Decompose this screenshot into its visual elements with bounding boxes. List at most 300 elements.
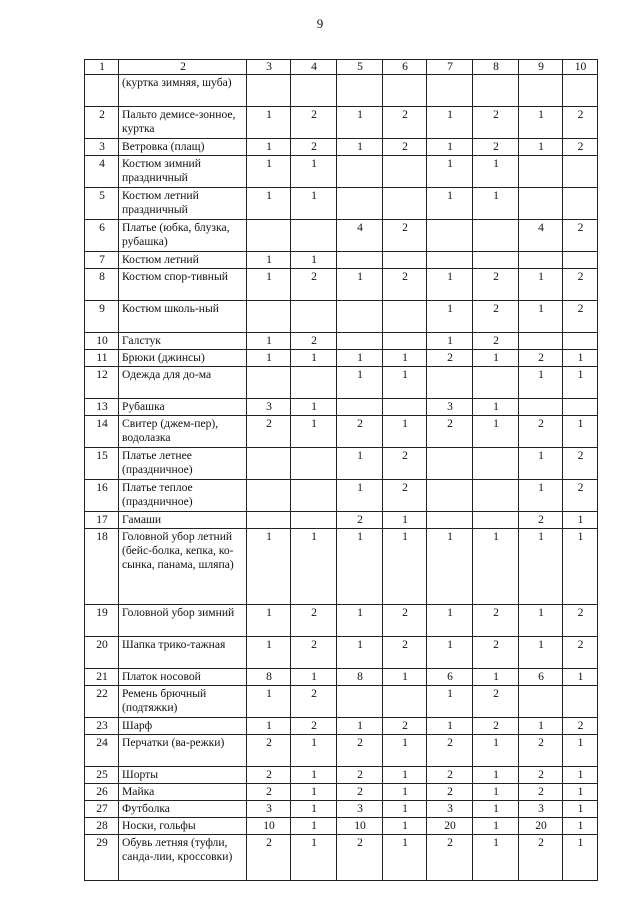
quantity-cell: 2 [473, 637, 519, 669]
quantity-cell: 1 [473, 416, 519, 448]
column-number: 4 [291, 60, 337, 75]
row-number-cell: 17 [85, 512, 119, 529]
table-row [85, 735, 598, 767]
quantity-cell: 1 [291, 188, 337, 220]
table-row [85, 301, 598, 333]
quantity-cell [427, 448, 473, 480]
quantity-cell: 1 [473, 767, 519, 784]
quantity-cell [291, 480, 337, 512]
quantity-cell: 2 [337, 784, 383, 801]
table-row [85, 75, 598, 107]
quantity-cell: 10 [247, 818, 291, 835]
quantity-cell: 1 [427, 139, 473, 156]
item-name-cell: Платок носовой [119, 669, 247, 686]
table-row [85, 818, 598, 835]
item-name-cell: (куртка зимняя, шуба) [119, 75, 247, 107]
table-row [85, 637, 598, 669]
quantity-cell: 3 [247, 801, 291, 818]
quantity-cell: 1 [383, 784, 427, 801]
quantity-cell [427, 367, 473, 399]
item-name-cell: Платье летнее (праздничное) [119, 448, 247, 480]
quantity-cell [427, 75, 473, 107]
item-name-cell: Костюм летний праздничный [119, 188, 247, 220]
quantity-cell [383, 399, 427, 416]
table-row [85, 350, 598, 367]
quantity-cell: 2 [519, 416, 563, 448]
table-row [85, 107, 598, 139]
quantity-cell: 1 [563, 735, 598, 767]
row-number-cell: 20 [85, 637, 119, 669]
quantity-cell: 2 [383, 480, 427, 512]
table-row [85, 269, 598, 301]
table-row [85, 669, 598, 686]
quantity-cell: 1 [563, 529, 598, 605]
quantity-cell: 1 [519, 448, 563, 480]
row-number-cell: 11 [85, 350, 119, 367]
quantity-cell [563, 75, 598, 107]
quantity-cell [247, 480, 291, 512]
quantity-cell [337, 75, 383, 107]
quantity-cell [563, 188, 598, 220]
table-row [85, 333, 598, 350]
quantity-cell: 1 [337, 605, 383, 637]
quantity-cell: 1 [383, 818, 427, 835]
item-name-cell: Платье теплое (праздничное) [119, 480, 247, 512]
quantity-cell [337, 686, 383, 718]
quantity-cell [247, 367, 291, 399]
table-row [85, 718, 598, 735]
quantity-cell: 1 [519, 718, 563, 735]
quantity-cell: 2 [519, 835, 563, 881]
quantity-cell: 1 [519, 480, 563, 512]
quantity-cell: 1 [427, 529, 473, 605]
quantity-cell: 2 [519, 784, 563, 801]
quantity-cell: 1 [563, 416, 598, 448]
quantity-cell: 1 [473, 156, 519, 188]
quantity-cell: 2 [519, 512, 563, 529]
row-number-cell: 22 [85, 686, 119, 718]
quantity-cell: 2 [291, 686, 337, 718]
quantity-cell: 1 [247, 637, 291, 669]
quantity-cell [337, 188, 383, 220]
quantity-cell: 1 [247, 333, 291, 350]
quantity-cell: 1 [383, 367, 427, 399]
quantity-cell: 2 [563, 448, 598, 480]
quantity-cell: 2 [337, 735, 383, 767]
quantity-cell: 1 [383, 416, 427, 448]
table-row [85, 252, 598, 269]
quantity-cell: 2 [291, 107, 337, 139]
quantity-cell: 1 [519, 605, 563, 637]
item-name-cell: Шорты [119, 767, 247, 784]
table-row [85, 686, 598, 718]
quantity-cell: 2 [337, 416, 383, 448]
item-name-cell: Майка [119, 784, 247, 801]
quantity-cell: 4 [337, 220, 383, 252]
quantity-cell: 1 [383, 801, 427, 818]
quantity-cell: 1 [563, 367, 598, 399]
quantity-cell: 1 [291, 252, 337, 269]
quantity-cell: 1 [291, 767, 337, 784]
quantity-cell: 1 [473, 835, 519, 881]
quantity-cell: 1 [427, 637, 473, 669]
quantity-cell: 1 [473, 399, 519, 416]
quantity-cell: 1 [563, 512, 598, 529]
row-number-cell: 5 [85, 188, 119, 220]
quantity-cell [519, 156, 563, 188]
quantity-cell: 1 [473, 784, 519, 801]
table-row [85, 529, 598, 605]
quantity-cell: 2 [291, 333, 337, 350]
row-number-cell: 6 [85, 220, 119, 252]
item-name-cell: Костюм зимний праздничный [119, 156, 247, 188]
quantity-cell: 1 [563, 767, 598, 784]
table-row [85, 480, 598, 512]
quantity-cell: 20 [519, 818, 563, 835]
item-name-cell: Носки, гольфы [119, 818, 247, 835]
column-number: 2 [119, 60, 247, 75]
quantity-cell: 1 [563, 835, 598, 881]
quantity-cell: 3 [519, 801, 563, 818]
quantity-cell [291, 301, 337, 333]
quantity-cell: 1 [563, 784, 598, 801]
quantity-cell: 1 [519, 139, 563, 156]
quantity-cell [563, 333, 598, 350]
table-row [85, 399, 598, 416]
quantity-cell [383, 301, 427, 333]
quantity-cell: 2 [427, 735, 473, 767]
quantity-cell: 2 [519, 350, 563, 367]
quantity-cell: 2 [473, 107, 519, 139]
quantity-cell [563, 156, 598, 188]
quantity-cell [383, 333, 427, 350]
quantity-cell: 6 [427, 669, 473, 686]
quantity-cell: 1 [519, 301, 563, 333]
quantity-cell: 1 [383, 767, 427, 784]
quantity-cell: 1 [291, 835, 337, 881]
quantity-cell: 2 [563, 301, 598, 333]
item-name-cell: Шарф [119, 718, 247, 735]
quantity-cell: 1 [519, 367, 563, 399]
quantity-cell: 2 [383, 220, 427, 252]
quantity-cell [427, 220, 473, 252]
quantity-cell: 2 [563, 480, 598, 512]
quantity-cell: 2 [383, 139, 427, 156]
quantity-cell [291, 367, 337, 399]
quantity-cell [563, 686, 598, 718]
quantity-cell: 1 [383, 835, 427, 881]
row-number-cell: 16 [85, 480, 119, 512]
row-number-cell: 19 [85, 605, 119, 637]
quantity-cell: 2 [563, 718, 598, 735]
page-number: 9 [316, 16, 324, 31]
row-number-cell: 28 [85, 818, 119, 835]
quantity-cell: 1 [383, 529, 427, 605]
column-number: 9 [519, 60, 563, 75]
quantity-cell: 8 [247, 669, 291, 686]
quantity-cell: 3 [427, 801, 473, 818]
quantity-cell: 3 [247, 399, 291, 416]
quantity-cell [247, 220, 291, 252]
item-name-cell: Гамаши [119, 512, 247, 529]
quantity-cell [427, 480, 473, 512]
quantity-cell [291, 448, 337, 480]
quantity-cell: 1 [563, 669, 598, 686]
quantity-cell: 2 [563, 107, 598, 139]
row-number-cell: 21 [85, 669, 119, 686]
quantity-cell: 2 [291, 718, 337, 735]
item-name-cell: Галстук [119, 333, 247, 350]
quantity-cell [519, 686, 563, 718]
quantity-cell: 1 [291, 156, 337, 188]
row-number-cell: 10 [85, 333, 119, 350]
quantity-cell: 1 [473, 188, 519, 220]
quantity-cell: 1 [519, 637, 563, 669]
quantity-cell: 1 [519, 269, 563, 301]
quantity-cell [247, 75, 291, 107]
item-name-cell: Пальто демисе-зонное, куртка [119, 107, 247, 139]
row-number-cell: 3 [85, 139, 119, 156]
quantity-cell: 1 [473, 818, 519, 835]
quantity-cell: 2 [519, 735, 563, 767]
quantity-cell: 1 [337, 350, 383, 367]
row-number-cell: 15 [85, 448, 119, 480]
quantity-cell: 2 [473, 139, 519, 156]
quantity-cell: 4 [519, 220, 563, 252]
quantity-cell: 2 [337, 512, 383, 529]
quantity-cell: 1 [291, 399, 337, 416]
quantity-cell: 1 [427, 107, 473, 139]
item-name-cell: Брюки (джинсы) [119, 350, 247, 367]
quantity-cell: 1 [291, 801, 337, 818]
quantity-cell: 2 [473, 301, 519, 333]
item-name-cell: Ремень брючный (подтяжки) [119, 686, 247, 718]
quantity-cell [337, 301, 383, 333]
quantity-cell: 1 [427, 188, 473, 220]
quantity-cell: 2 [383, 718, 427, 735]
quantity-cell: 2 [291, 269, 337, 301]
row-number-cell: 27 [85, 801, 119, 818]
table-row [85, 835, 598, 881]
item-name-cell: Свитер (джем-пер), водолазка [119, 416, 247, 448]
row-number-cell: 24 [85, 735, 119, 767]
quantity-cell: 2 [291, 637, 337, 669]
table-row [85, 512, 598, 529]
quantity-cell [473, 512, 519, 529]
quantity-cell: 1 [337, 480, 383, 512]
quantity-cell: 1 [247, 529, 291, 605]
table-row [85, 784, 598, 801]
row-number-cell: 29 [85, 835, 119, 881]
quantity-cell: 3 [337, 801, 383, 818]
quantity-cell: 2 [337, 835, 383, 881]
table-row [85, 156, 598, 188]
quantity-cell: 2 [563, 139, 598, 156]
quantity-cell [473, 75, 519, 107]
quantity-cell: 1 [427, 269, 473, 301]
table-row [85, 188, 598, 220]
quantity-cell [383, 75, 427, 107]
row-number-cell: 12 [85, 367, 119, 399]
quantity-cell [383, 156, 427, 188]
quantity-cell: 2 [563, 269, 598, 301]
quantity-cell: 2 [247, 735, 291, 767]
quantity-cell: 1 [337, 637, 383, 669]
item-name-cell: Костюм спор-тивный [119, 269, 247, 301]
quantity-cell: 2 [473, 718, 519, 735]
quantity-cell [291, 512, 337, 529]
quantity-cell: 1 [383, 669, 427, 686]
quantity-cell: 1 [247, 605, 291, 637]
quantity-cell: 3 [427, 399, 473, 416]
quantity-cell: 1 [247, 139, 291, 156]
quantity-cell: 1 [519, 107, 563, 139]
quantity-cell: 10 [337, 818, 383, 835]
quantity-cell: 2 [427, 784, 473, 801]
quantity-cell: 2 [427, 767, 473, 784]
quantity-cell: 1 [383, 512, 427, 529]
quantity-cell: 1 [337, 367, 383, 399]
quantity-cell: 1 [291, 818, 337, 835]
row-number-cell: 26 [85, 784, 119, 801]
quantity-cell: 1 [563, 818, 598, 835]
quantity-cell [383, 188, 427, 220]
quantity-cell: 1 [427, 333, 473, 350]
row-number-cell: 4 [85, 156, 119, 188]
quantity-cell: 2 [247, 835, 291, 881]
quantity-cell [519, 252, 563, 269]
quantity-cell: 1 [337, 269, 383, 301]
quantity-cell: 1 [247, 269, 291, 301]
item-name-cell: Платье (юбка, блузка, рубашка) [119, 220, 247, 252]
quantity-cell: 1 [247, 107, 291, 139]
item-name-cell: Одежда для до-ма [119, 367, 247, 399]
quantity-cell [473, 367, 519, 399]
table-row [85, 139, 598, 156]
column-number: 5 [337, 60, 383, 75]
clothing-norms-table [84, 59, 598, 881]
quantity-cell: 20 [427, 818, 473, 835]
quantity-cell: 1 [291, 784, 337, 801]
quantity-cell: 2 [427, 835, 473, 881]
quantity-cell: 1 [427, 605, 473, 637]
quantity-cell [337, 333, 383, 350]
column-number: 8 [473, 60, 519, 75]
item-name-cell: Рубашка [119, 399, 247, 416]
quantity-cell [563, 399, 598, 416]
quantity-cell [563, 252, 598, 269]
quantity-cell: 8 [337, 669, 383, 686]
quantity-cell: 2 [383, 107, 427, 139]
quantity-cell: 1 [427, 156, 473, 188]
quantity-cell [247, 448, 291, 480]
quantity-cell: 2 [291, 605, 337, 637]
quantity-cell: 6 [519, 669, 563, 686]
item-name-cell: Футболка [119, 801, 247, 818]
table-header-row [85, 60, 598, 75]
row-number-cell: 9 [85, 301, 119, 333]
row-number-cell: 8 [85, 269, 119, 301]
quantity-cell [337, 252, 383, 269]
quantity-cell: 2 [383, 269, 427, 301]
quantity-cell: 2 [519, 767, 563, 784]
quantity-cell [383, 252, 427, 269]
quantity-cell: 1 [473, 529, 519, 605]
column-number: 7 [427, 60, 473, 75]
item-name-cell: Шапка трико-тажная [119, 637, 247, 669]
quantity-cell: 1 [519, 529, 563, 605]
quantity-cell: 1 [247, 188, 291, 220]
quantity-cell: 1 [563, 350, 598, 367]
quantity-cell: 1 [337, 139, 383, 156]
quantity-cell: 1 [473, 735, 519, 767]
quantity-cell [519, 188, 563, 220]
column-number: 1 [85, 60, 119, 75]
quantity-cell: 1 [427, 718, 473, 735]
table-row [85, 767, 598, 784]
quantity-cell: 2 [383, 448, 427, 480]
quantity-cell [519, 333, 563, 350]
quantity-cell: 1 [383, 350, 427, 367]
quantity-cell: 1 [427, 301, 473, 333]
quantity-cell: 1 [337, 107, 383, 139]
quantity-cell: 1 [247, 686, 291, 718]
row-number-cell: 18 [85, 529, 119, 605]
quantity-cell: 1 [247, 350, 291, 367]
column-number: 3 [247, 60, 291, 75]
quantity-cell [247, 301, 291, 333]
quantity-cell: 1 [291, 350, 337, 367]
quantity-cell [337, 156, 383, 188]
quantity-cell: 1 [291, 669, 337, 686]
quantity-cell: 1 [337, 529, 383, 605]
quantity-cell: 2 [563, 605, 598, 637]
item-name-cell: Костюм школь-ный [119, 301, 247, 333]
quantity-cell: 1 [291, 735, 337, 767]
row-number-cell: 7 [85, 252, 119, 269]
item-name-cell: Костюм летний [119, 252, 247, 269]
quantity-cell [291, 220, 337, 252]
table-row [85, 220, 598, 252]
quantity-cell [473, 448, 519, 480]
quantity-cell [519, 75, 563, 107]
quantity-cell: 2 [247, 416, 291, 448]
item-name-cell: Головной убор зимний [119, 605, 247, 637]
quantity-cell: 2 [383, 605, 427, 637]
row-number-cell: 14 [85, 416, 119, 448]
quantity-cell [473, 252, 519, 269]
quantity-cell [427, 512, 473, 529]
quantity-cell: 2 [337, 767, 383, 784]
quantity-cell: 2 [383, 637, 427, 669]
quantity-cell: 1 [473, 801, 519, 818]
row-number-cell: 13 [85, 399, 119, 416]
quantity-cell: 2 [473, 269, 519, 301]
quantity-cell: 2 [473, 686, 519, 718]
quantity-cell: 1 [563, 801, 598, 818]
quantity-cell [247, 512, 291, 529]
quantity-cell: 2 [473, 605, 519, 637]
quantity-cell: 1 [473, 669, 519, 686]
item-name-cell: Ветровка (плащ) [119, 139, 247, 156]
quantity-cell: 1 [473, 350, 519, 367]
column-number: 10 [563, 60, 598, 75]
item-name-cell: Головной убор летний (бейс-болка, кепка, ко-сынка, панама, шляпа) [119, 529, 247, 605]
quantity-cell: 1 [337, 718, 383, 735]
quantity-cell: 1 [247, 156, 291, 188]
item-name-cell: Обувь летняя (туфли, санда-лии, кроссовки) [119, 835, 247, 881]
row-number-cell: 25 [85, 767, 119, 784]
